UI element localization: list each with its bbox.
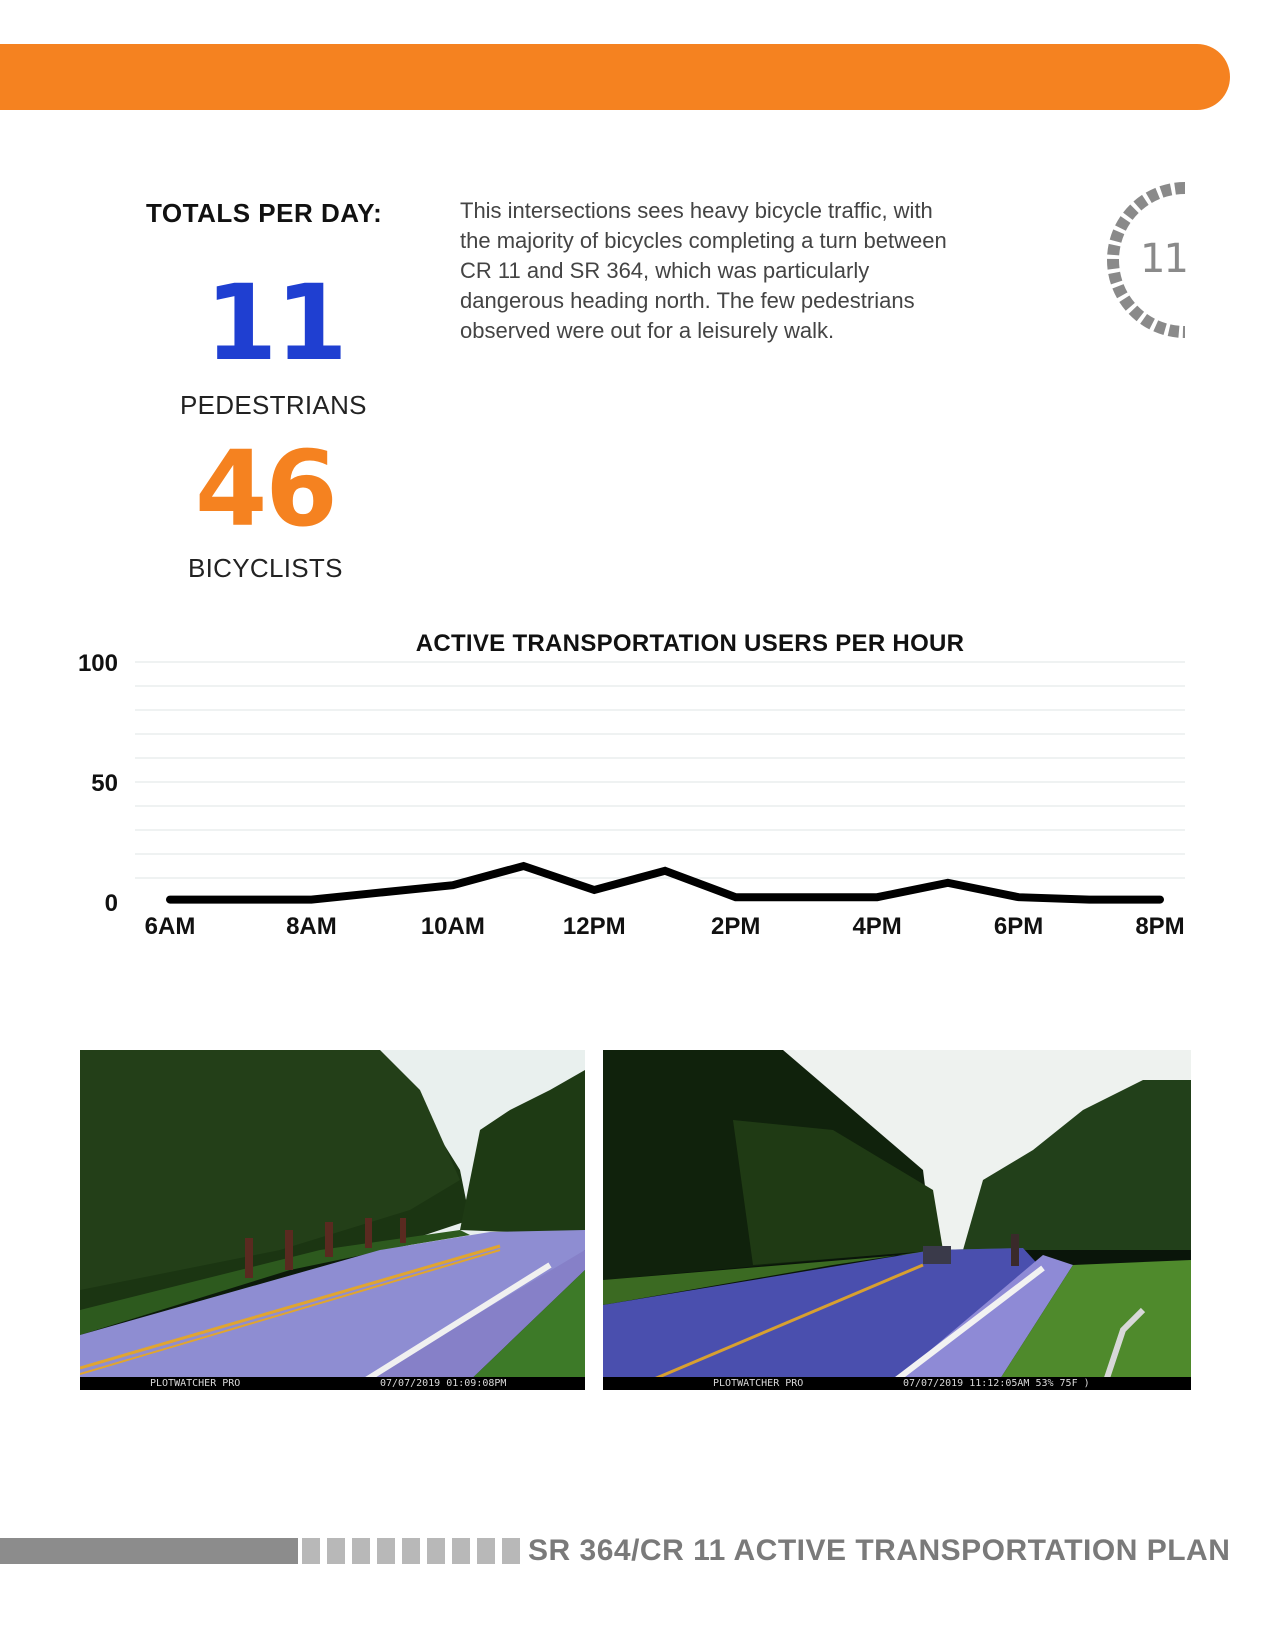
pedestrian-label: PEDESTRIANS <box>180 390 367 420</box>
footer-block <box>402 1538 420 1564</box>
x-tick-label: 6AM <box>144 913 196 940</box>
footer-block <box>377 1538 395 1564</box>
intersection-description: This intersections sees heavy bicycle traffic, with the majority of bicycles completing a turn between CR 11 and SR 364, which was particularly dangerous heading north. The few pedestrians observed were out for a leisurely walk. <box>460 198 947 343</box>
photo-caption-left <box>80 1377 585 1390</box>
data-point <box>523 865 525 867</box>
footer-block <box>452 1538 470 1564</box>
data-point <box>381 891 383 893</box>
totals-heading: TOTALS PER DAY: <box>146 198 383 228</box>
footer-block <box>427 1538 445 1564</box>
photo-timestamp: 07/07/2019 11:12:05AM 53% 75F ) <box>903 1378 1090 1389</box>
data-point <box>593 889 595 891</box>
road-scene-image <box>603 1050 1191 1390</box>
photo-caption-right <box>603 1377 1191 1390</box>
footer-title: SR 364/CR 11 ACTIVE TRANSPORTATION PLAN <box>528 1534 1231 1567</box>
hourly-users-chart <box>0 640 1275 950</box>
data-point <box>876 896 878 898</box>
x-tick-label: 8AM <box>286 913 337 940</box>
data-point <box>310 899 312 901</box>
data-point <box>1159 899 1161 901</box>
x-tick-label: 12PM <box>562 913 626 940</box>
data-point <box>805 896 807 898</box>
header-banner <box>0 44 1230 110</box>
bicyclist-count: 46 <box>195 428 336 550</box>
data-point <box>735 896 737 898</box>
pedestrian-count: 11 <box>205 262 346 384</box>
camera-photo-cyclists <box>80 1050 585 1390</box>
camera-brand-label: PLOTWATCHER PRO <box>150 1378 241 1389</box>
y-tick-label: 100 <box>77 650 118 677</box>
x-tick-label: 2PM <box>711 913 761 940</box>
footer-block <box>302 1538 320 1564</box>
photo-timestamp: 07/07/2019 01:09:08PM <box>380 1378 507 1389</box>
x-tick-label: 4PM <box>852 913 902 940</box>
camera-photo-pedestrian <box>603 1050 1191 1390</box>
x-tick-label: 10AM <box>420 913 485 940</box>
y-tick-label: 0 <box>104 890 118 917</box>
data-point <box>452 884 454 886</box>
footer-block <box>352 1538 370 1564</box>
footer-block <box>502 1538 520 1564</box>
data-point <box>947 882 949 884</box>
data-point <box>1018 896 1020 898</box>
footer-block <box>477 1538 495 1564</box>
footer-block <box>327 1538 345 1564</box>
data-point <box>664 870 666 872</box>
x-tick-label: 6PM <box>993 913 1044 940</box>
data-point <box>240 899 242 901</box>
camera-brand-label: PLOTWATCHER PRO <box>713 1378 804 1389</box>
chart-title: ACTIVE TRANSPORTATION USERS PER HOUR <box>415 630 965 657</box>
y-tick-label: 50 <box>91 770 118 797</box>
x-tick-label: 8PM <box>1135 913 1185 940</box>
bicyclist-label: BICYCLISTS <box>188 553 343 583</box>
road-scene-image <box>80 1050 585 1390</box>
page-number: 11 <box>1140 236 1187 282</box>
data-point <box>169 899 171 901</box>
data-point <box>1088 899 1090 901</box>
footer-bar <box>0 1538 298 1564</box>
